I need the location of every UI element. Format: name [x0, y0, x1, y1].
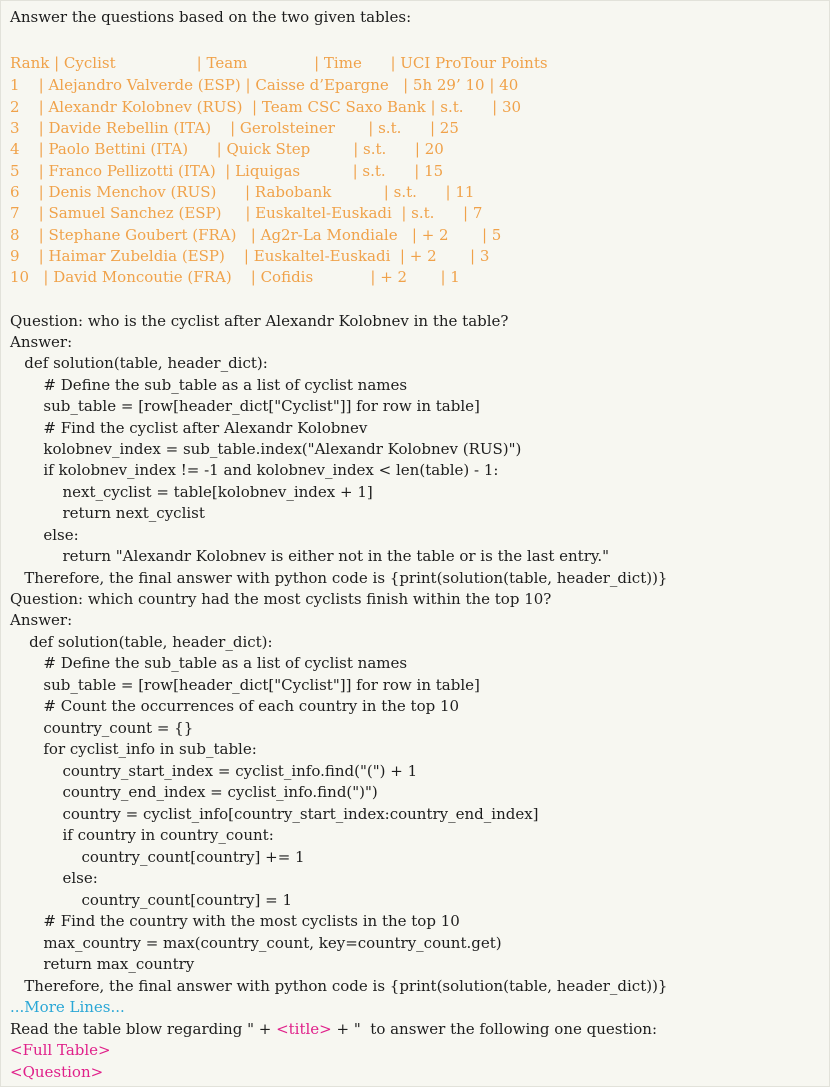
instruction-suffix: + " to answer the following one question:: [331, 1020, 658, 1038]
table-row: 2 | Alexandr Kolobnev (RUS) | Team CSC Saxo Bank | s.t. | 30: [10, 98, 522, 116]
final-instruction: [10, 1019, 657, 1040]
code-line: # Define the sub_table as a list of cyclist names: [10, 654, 408, 672]
question-placeholder: <Question>: [10, 1063, 104, 1081]
code-line: country_end_index = cyclist_info.find(")"): [10, 783, 378, 801]
table-row: 3 | Davide Rebellin (ITA) | Gerolsteiner | s.t. | 25: [10, 119, 459, 137]
answer-label-1: Answer:: [10, 333, 73, 351]
table-header-row: Rank | Cyclist | Team | Time | UCI ProTour Points: [10, 54, 548, 72]
code-line: sub_table = [row[header_dict["Cyclist"]] for row in table]: [10, 676, 480, 694]
question-2: Question: which country had the most cyclists finish within the top 10?: [10, 590, 552, 608]
code-line: for cyclist_info in sub_table:: [10, 740, 257, 758]
more-lines-text: ...More Lines...: [10, 998, 125, 1016]
code-line: country_count[country] += 1: [10, 848, 305, 866]
code-line: country_start_index = cyclist_info.find("(") + 1: [10, 762, 418, 780]
code-line: def solution(table, header_dict):: [10, 633, 273, 651]
question-1: Question: who is the cyclist after Alexandr Kolobnev in the table?: [10, 312, 509, 330]
code-line: max_country = max(country_count, key=country_count.get): [10, 934, 502, 952]
code-line: sub_table = [row[header_dict["Cyclist"]] for row in table]: [10, 397, 480, 415]
table-row: 10 | David Moncoutie (FRA) | Cofidis | + 2 | 1: [10, 268, 460, 286]
table-row: 8 | Stephane Goubert (FRA) | Ag2r-La Mondiale | + 2 | 5: [10, 226, 502, 244]
code-line: # Find the cyclist after Alexandr Kolobnev: [10, 419, 368, 437]
code-line: Therefore, the final answer with python code is {print(solution(table, header_dict))}: [10, 569, 668, 587]
table-row: 9 | Haimar Zubeldia (ESP) | Euskaltel-Euskadi | + 2 | 3: [10, 247, 490, 265]
code-line: country = cyclist_info[country_start_index:country_end_index]: [10, 805, 539, 823]
code-line: # Count the occurrences of each country in the top 10: [10, 697, 460, 715]
code-line: Therefore, the final answer with python code is {print(solution(table, header_dict))}: [10, 977, 668, 995]
table-row: 6 | Denis Menchov (RUS) | Rabobank | s.t. | 11: [10, 183, 475, 201]
code-line: if kolobnev_index != -1 and kolobnev_index < len(table) - 1:: [10, 461, 499, 479]
answer-label-2: Answer:: [10, 611, 73, 629]
full-table-placeholder: <Full Table>: [10, 1041, 111, 1059]
code-line: return max_country: [10, 955, 195, 973]
code-line: if country in country_count:: [10, 826, 274, 844]
table-row: 4 | Paolo Bettini (ITA) | Quick Step | s.t. | 20: [10, 140, 444, 158]
code-line: def solution(table, header_dict):: [10, 354, 268, 372]
code-line: country_count = {}: [10, 719, 194, 737]
code-line: country_count[country] = 1: [10, 891, 293, 909]
code-line: next_cyclist = table[kolobnev_index + 1]: [10, 483, 373, 501]
code-line: else:: [10, 869, 98, 887]
code-line: kolobnev_index = sub_table.index("Alexandr Kolobnev (RUS)"): [10, 440, 522, 458]
code-line: return "Alexandr Kolobnev is either not in the table or is the last entry.": [10, 547, 610, 565]
code-line: else:: [10, 526, 79, 544]
title-placeholder: <title>: [276, 1020, 332, 1038]
table-row: 5 | Franco Pellizotti (ITA) | Liquigas | s.t. | 15: [10, 162, 444, 180]
code-line: # Define the sub_table as a list of cyclist names: [10, 376, 408, 394]
code-line: # Find the country with the most cyclists in the top 10: [10, 912, 460, 930]
intro-text: Answer the questions based on the two given tables:: [10, 8, 412, 26]
instruction-prefix: Read the table blow regarding " +: [10, 1020, 277, 1038]
table-row: 7 | Samuel Sanchez (ESP) | Euskaltel-Euskadi | s.t. | 7: [10, 204, 483, 222]
code-line: return next_cyclist: [10, 504, 205, 522]
table-row: 1 | Alejandro Valverde (ESP) | Caisse d’Epargne | 5h 29’ 10 | 40: [10, 76, 519, 94]
